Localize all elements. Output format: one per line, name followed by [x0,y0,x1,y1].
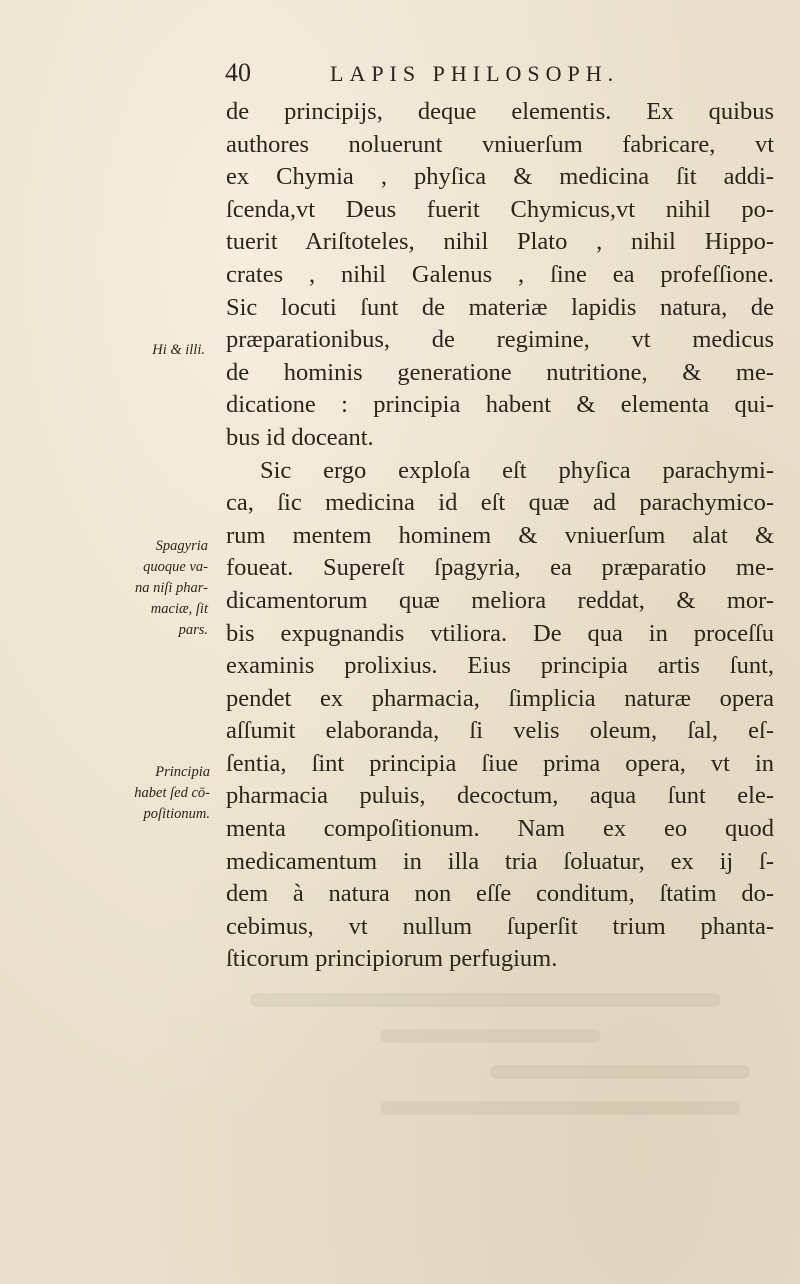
text-line: ex Chymia , phyſica & medicina ſit addi- [226,163,774,191]
text-line: præparationibus, de regimine, vt medicus [226,326,774,354]
page-number: 40 [225,58,251,87]
show-through-line [380,1101,740,1115]
text-line: dicamentorum quæ meliora reddat, & mor- [226,586,774,614]
page-header [225,58,695,90]
text-line: de hominis generatione nutritione, & me- [226,358,774,386]
text-line: ſticorum principiorum perfugium. [226,945,558,973]
text-line: foueat. Supereſt ſpagyria, ea præparatio me- [226,554,774,582]
show-through-texture [230,985,760,1135]
text-line: cebimus, vt nullum ſuperſit trium phanta- [226,912,774,940]
text-line: pendet ex pharmacia, ſimplicia naturæ opera [226,684,774,712]
main-text-block [226,96,774,976]
text-line: aſſumit elaboranda, ſi velis oleum, ſal, eſ- [226,717,774,745]
show-through-line [490,1065,750,1079]
text-line: de principijs, deque elementis. Ex quibus [226,98,774,125]
running-head: LAPIS PHILOSOPH. [330,61,620,86]
text-line: bis expugnandis vtiliora. De qua in proceſſu [226,619,774,647]
margin-note-line: habet ſed cō- [134,785,210,801]
margin-note-principia [100,762,210,825]
text-line: pharmacia puluis, decoctum, aqua ſunt ele- [226,782,774,810]
text-line: medicamentum in illa tria ſoluatur, ex ij ſ- [226,847,774,875]
text-line: menta compoſitionum. Nam ex eo quod [226,815,774,843]
margin-note-line: Hi & illi. [152,342,205,358]
paragraph-start-line: Sic ergo exploſa eſt phyſica parachymi- [260,456,774,484]
text-line: dicatione : principia habent & elementa qui- [226,391,774,419]
show-through-line [380,1029,600,1043]
text-line: ſcenda,vt Deus fuerit Chymicus,vt nihil po- [226,195,774,223]
text-line: dem à natura non eſſe conditum, ſtatim do- [226,880,774,908]
text-line: bus id doceant. [226,423,374,451]
text-line: ſentia, ſint principia ſiue prima opera, vt in [226,749,774,777]
text-line: authores noluerunt vniuerſum fabricare, vt [226,130,774,158]
text-line: ca, ſic medicina id eſt quæ ad parachymico- [226,489,774,517]
show-through-line [250,993,720,1007]
margin-note-line: pars. [178,622,208,638]
text-line: Sic locuti ſunt de materiæ lapidis natura, de [226,293,774,321]
text-line: rum mentem hominem & vniuerſum alat & [226,521,774,549]
margin-note-line: Spagyria [155,538,208,554]
margin-note-line: quoque va- [143,559,208,575]
margin-note-line: Principia [155,764,210,780]
text-line: examinis prolixius. Eius principia artis ſunt, [226,652,774,680]
margin-note-hi-illi [105,340,205,361]
text-line: crates , nihil Galenus , ſine ea profeſſione. [226,260,774,288]
margin-note-line: na niſi phar- [134,580,208,596]
margin-note-line: poſitionum. [143,806,210,822]
margin-note-spagyria [100,536,208,641]
margin-note-line: maciæ, ſit [150,601,208,617]
text-line: tuerit Ariſtoteles, nihil Plato , nihil Hippo- [226,228,774,256]
